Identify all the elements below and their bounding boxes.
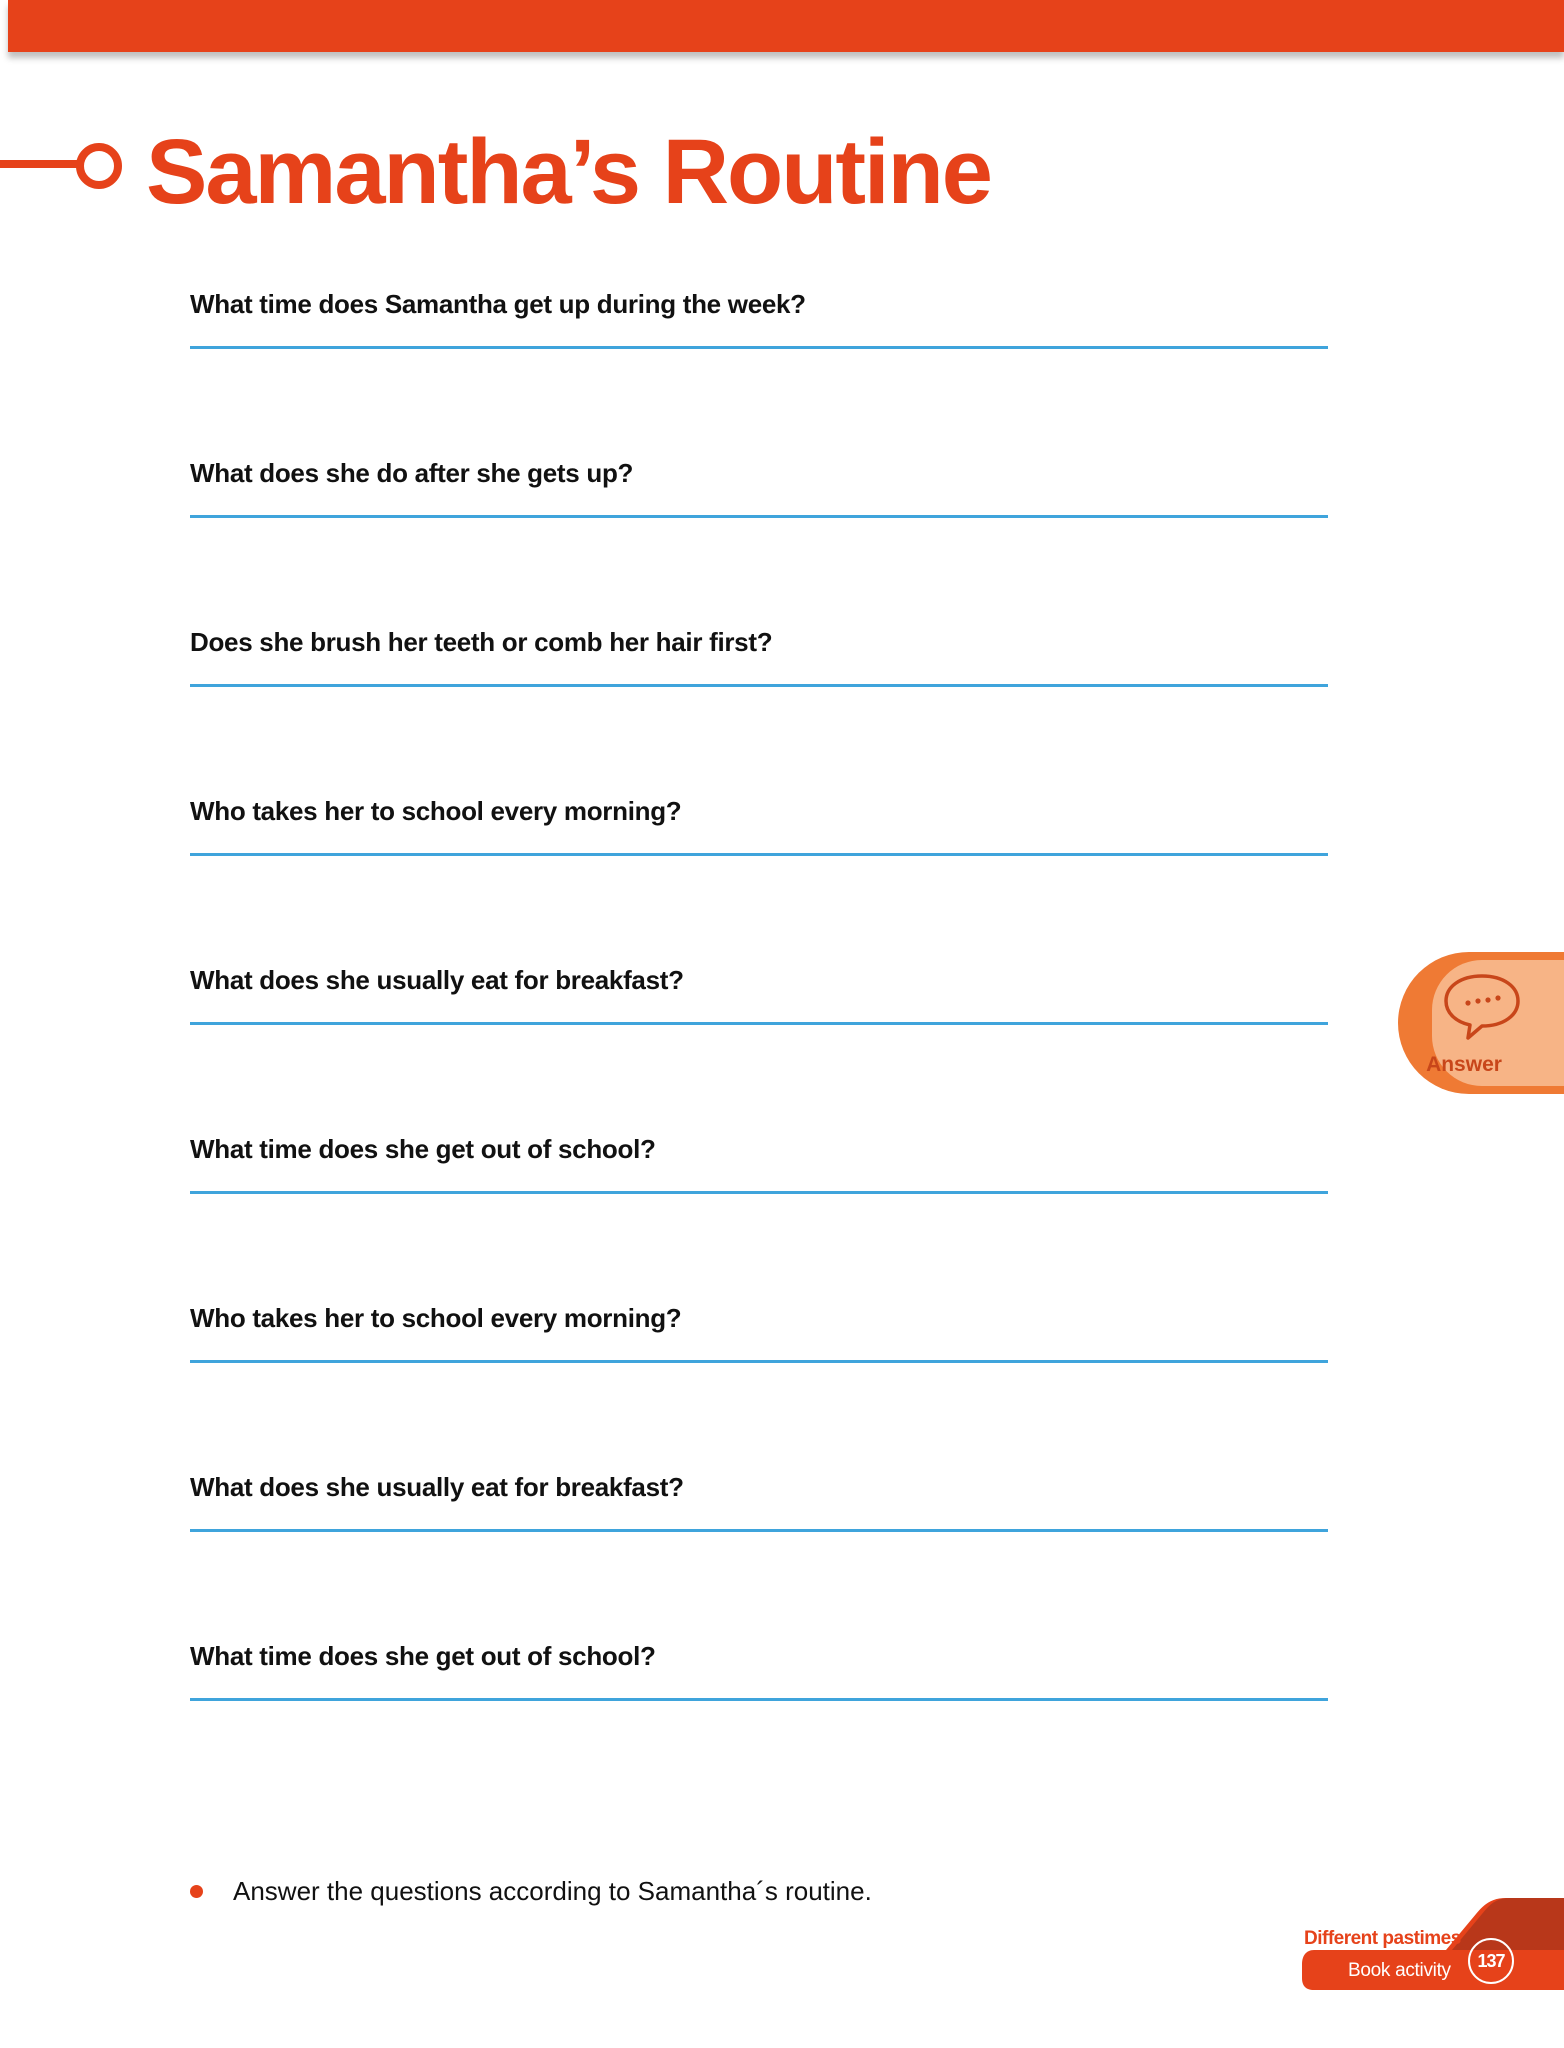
page-number: 137 (1468, 1938, 1514, 1984)
question-item (190, 455, 1328, 491)
footer-activity-label: Book activity (1348, 1960, 1451, 1981)
footer-section-title: Different pastimes (1304, 1928, 1461, 1949)
question-item (190, 793, 1328, 829)
question-item (190, 624, 1328, 660)
answer-field[interactable] (190, 1698, 1328, 1701)
page-title: Samantha’s Routine (146, 121, 991, 223)
question-text: Who takes her to school every morning? (190, 1303, 682, 1333)
question-text: Who takes her to school every morning? (190, 796, 682, 826)
answer-field[interactable] (190, 853, 1328, 856)
answer-field[interactable] (190, 1191, 1328, 1194)
top-banner (8, 0, 1564, 52)
question-text: What time does she get out of school? (190, 1641, 656, 1671)
question-item (190, 1300, 1328, 1336)
question-item (190, 286, 1328, 322)
answer-field[interactable] (190, 1360, 1328, 1363)
question-text: What does she usually eat for breakfast? (190, 965, 684, 995)
title-decoration-line (0, 160, 80, 168)
instruction (190, 1874, 872, 1908)
answer-button[interactable] (1398, 952, 1564, 1094)
question-text: Does she brush her teeth or comb her hair first? (190, 627, 773, 657)
footer-page-tab (1296, 1898, 1564, 1992)
question-item (190, 1638, 1328, 1674)
answer-field[interactable] (190, 515, 1328, 518)
speech-bubble-icon (1440, 970, 1524, 1042)
bullet-icon (190, 1885, 203, 1898)
title-decoration-ring-icon (76, 143, 122, 189)
question-item (190, 1469, 1328, 1505)
question-item (190, 1131, 1328, 1167)
question-item (190, 962, 1328, 998)
answer-field[interactable] (190, 1022, 1328, 1025)
question-text: What time does Samantha get up during the week? (190, 289, 806, 319)
answer-field[interactable] (190, 346, 1328, 349)
question-text: What does she usually eat for breakfast? (190, 1472, 684, 1502)
answer-field[interactable] (190, 684, 1328, 687)
instruction-text: Answer the questions according to Samantha´s routine. (233, 1876, 872, 1906)
answer-field[interactable] (190, 1529, 1328, 1532)
question-text: What time does she get out of school? (190, 1134, 656, 1164)
question-text: What does she do after she gets up? (190, 458, 634, 488)
answer-button-label: Answer (1426, 1053, 1502, 1076)
